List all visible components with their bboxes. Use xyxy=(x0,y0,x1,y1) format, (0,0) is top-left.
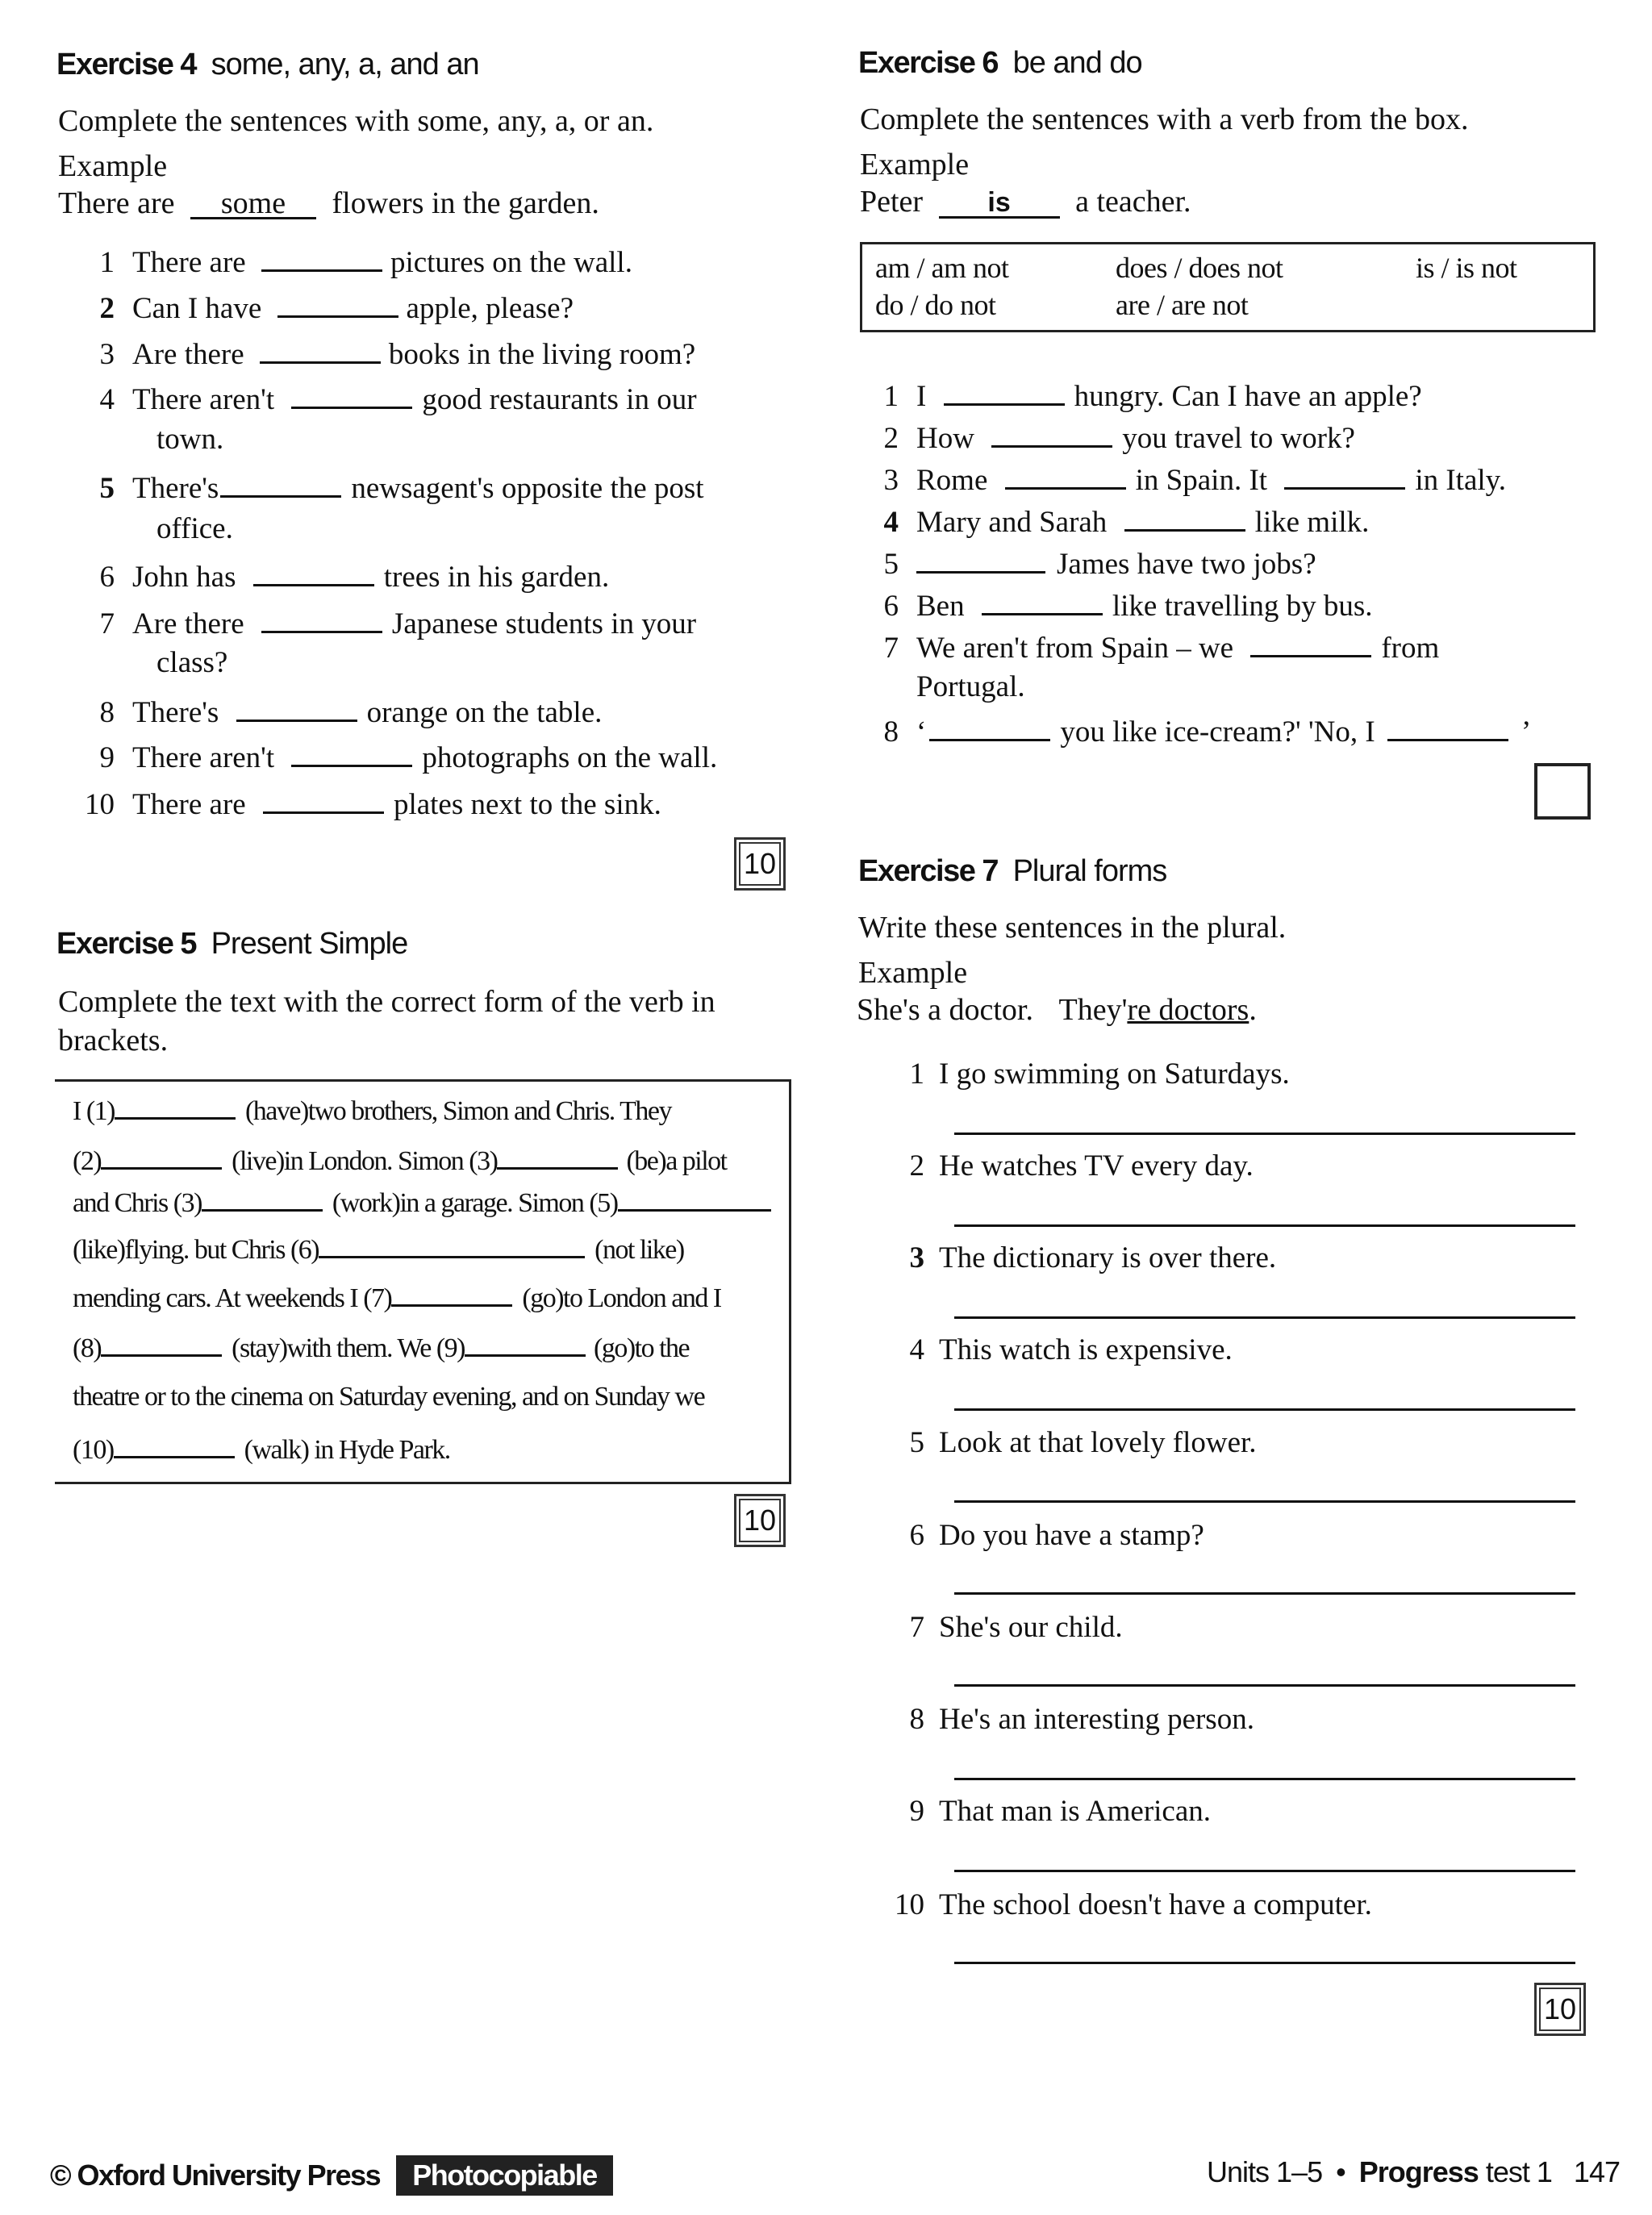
text-part: (8) xyxy=(73,1333,102,1363)
item-number: 4 xyxy=(883,506,899,539)
answer-blank[interactable] xyxy=(465,1332,586,1357)
ex4-title-sub: some, any, a, and an xyxy=(211,48,479,81)
answer-blank[interactable] xyxy=(261,603,382,633)
ex4-item-7 xyxy=(74,603,696,641)
ex5-title xyxy=(56,926,407,962)
item-pre: Mary and Sarah xyxy=(916,506,1108,539)
item-post: you like ice-cream?' 'No, I xyxy=(1060,715,1375,749)
ex7-answer-line-10[interactable] xyxy=(954,1962,1575,1964)
ex4-example-label: Example xyxy=(58,149,168,183)
item-pre: Are there xyxy=(132,338,244,371)
item-text: He watches TV every day. xyxy=(939,1149,1254,1183)
text-part: and Chris (3) xyxy=(73,1188,202,1218)
ex5-text-box xyxy=(55,1079,791,1484)
item-number: 3 xyxy=(909,1241,924,1274)
item-number: 6 xyxy=(909,1519,924,1552)
ex4-title-bold: Exercise 4 xyxy=(56,48,197,81)
ex7-answer-line-7[interactable] xyxy=(954,1684,1575,1687)
ex7-example-label: Example xyxy=(858,956,968,990)
answer-blank[interactable] xyxy=(618,1187,771,1212)
ex4-item-4 xyxy=(74,379,697,417)
ex7-answer-line-3[interactable] xyxy=(954,1316,1575,1319)
text-part: mending cars. At weekends I (7) xyxy=(73,1283,392,1313)
item-number: 10 xyxy=(895,1888,924,1921)
item-post: orange on the table. xyxy=(366,696,603,729)
answer-blank[interactable] xyxy=(982,586,1103,615)
ex7-answer-line-1[interactable] xyxy=(954,1133,1575,1135)
ex7-item-3 xyxy=(897,1241,1276,1275)
item-post: trees in his garden. xyxy=(383,561,610,594)
text-part: (be)a pilot xyxy=(626,1146,727,1176)
ex6-score-box xyxy=(1534,763,1591,820)
ex7-example-text: She's a doctor. xyxy=(857,993,1033,1027)
ex7-item-2 xyxy=(897,1149,1254,1183)
item-number: 3 xyxy=(883,464,899,497)
answer-blank[interactable] xyxy=(291,737,412,767)
footer-bullet: • xyxy=(1336,2155,1345,2188)
answer-underlined: re doctors xyxy=(1127,993,1249,1027)
answer-blank[interactable] xyxy=(101,1145,222,1170)
ex7-item-9 xyxy=(897,1794,1211,1829)
item-pre: How xyxy=(916,422,974,455)
ex4-item-7-cont: class? xyxy=(156,646,228,679)
ex7-title-sub: Plural forms xyxy=(1012,854,1167,888)
item-number: 10 xyxy=(85,788,115,821)
answer-pre: They' xyxy=(1058,993,1128,1027)
item-pre: Rome xyxy=(916,464,988,497)
ex5-text-line-2 xyxy=(73,1145,727,1177)
item-number: 5 xyxy=(883,548,899,581)
item-post: photographs on the wall. xyxy=(422,741,718,774)
item-number: 5 xyxy=(99,472,115,505)
item-number: 7 xyxy=(909,1611,924,1644)
text-part: (2) xyxy=(73,1146,102,1176)
item-text: Do you have a stamp? xyxy=(939,1519,1204,1552)
item-number: 1 xyxy=(99,246,115,279)
text-part: (not like) xyxy=(594,1235,684,1265)
answer-blank[interactable] xyxy=(1005,460,1126,490)
item-number: 8 xyxy=(883,715,899,749)
item-pre: There's xyxy=(132,696,219,729)
ex5-instruction: Complete the text with the correct form of the verb in brackets. xyxy=(58,985,715,1057)
item-pre: I xyxy=(916,380,927,413)
answer-blank[interactable] xyxy=(319,1233,585,1258)
ex6-item-2 xyxy=(858,418,1355,456)
footer-test-bold: Progress xyxy=(1358,2155,1479,2188)
ex6-example-answer: is xyxy=(939,189,1060,219)
ex4-example-pre: There are xyxy=(58,186,175,220)
item-number: 6 xyxy=(99,561,115,594)
item-number: 4 xyxy=(909,1333,924,1366)
item-number: 1 xyxy=(909,1057,924,1091)
item-number: 9 xyxy=(909,1795,924,1828)
item-text: That man is American. xyxy=(939,1795,1212,1828)
item-post: James have two jobs? xyxy=(1057,548,1316,581)
item-number: 5 xyxy=(909,1426,924,1459)
item-post: like travelling by bus. xyxy=(1112,590,1373,623)
ex6-item-5 xyxy=(858,544,1316,582)
ex7-item-1 xyxy=(897,1057,1290,1091)
item-number: 9 xyxy=(99,741,115,774)
text-part: (have)two brothers, Simon and Chris. They xyxy=(244,1096,672,1126)
answer-blank[interactable] xyxy=(202,1187,323,1212)
ex6-title xyxy=(858,45,1142,81)
ex7-instruction: Write these sentences in the plural. xyxy=(858,911,1287,945)
ex5-text-line-7 xyxy=(73,1382,704,1412)
ex4-example-sentence xyxy=(58,186,599,221)
item-text: She's our child. xyxy=(939,1611,1123,1644)
ex4-example-post: flowers in the garden. xyxy=(332,186,599,220)
publisher-name: © Oxford University Press xyxy=(50,2159,381,2192)
answer-blank[interactable] xyxy=(115,1095,236,1120)
ex6-item-8 xyxy=(858,711,1531,749)
ex7-example-answer xyxy=(1058,993,1256,1027)
ex7-item-4 xyxy=(897,1333,1233,1367)
item-pre: Are there xyxy=(132,607,244,640)
item-post: good restaurants in our xyxy=(422,383,697,416)
ex6-instruction: Complete the sentences with a verb from the box. xyxy=(860,102,1469,136)
ex4-item-3 xyxy=(74,334,695,372)
ex4-instruction: Complete the sentences with some, any, a, or an. xyxy=(58,104,654,138)
item-pre: Ben xyxy=(916,590,965,623)
item-text: Look at that lovely flower. xyxy=(939,1426,1257,1459)
item-number: 4 xyxy=(99,383,115,416)
item-number: 2 xyxy=(909,1149,924,1183)
item-text: The dictionary is over there. xyxy=(939,1241,1277,1274)
item-number: 1 xyxy=(883,380,899,413)
answer-blank[interactable] xyxy=(991,418,1112,448)
answer-blank[interactable] xyxy=(277,288,398,318)
ex7-answer-line-9[interactable] xyxy=(954,1870,1575,1872)
answer-blank[interactable] xyxy=(236,692,357,722)
item-pre: John has xyxy=(132,561,236,594)
item-post: plates next to the sink. xyxy=(393,788,661,821)
ex6-example-post: a teacher. xyxy=(1075,185,1191,219)
item-pre: There aren't xyxy=(132,383,275,416)
item-post: apple, please? xyxy=(406,292,574,325)
item-post: newsagent's opposite the post xyxy=(351,472,704,505)
text-part: (work)in a garage. Simon (5) xyxy=(332,1188,618,1218)
answer-blank[interactable] xyxy=(114,1433,235,1458)
item-pre: Can I have xyxy=(132,292,262,325)
item-post: like milk. xyxy=(1254,506,1370,539)
ex6-title-bold: Exercise 6 xyxy=(858,46,999,80)
ex7-title-bold: Exercise 7 xyxy=(858,854,999,888)
ex4-score-box: 10 xyxy=(734,837,786,891)
ex6-example-pre: Peter xyxy=(860,185,924,219)
text-part: (go)to the xyxy=(594,1333,690,1363)
verb-option: do / do not xyxy=(875,289,996,321)
item-number: 7 xyxy=(883,632,899,665)
ex5-text-line-1 xyxy=(73,1095,671,1127)
item-text: The school doesn't have a computer. xyxy=(939,1888,1372,1921)
answer-blank[interactable] xyxy=(260,334,381,364)
ex7-answer-line-2[interactable] xyxy=(954,1224,1575,1227)
item-text: This watch is expensive. xyxy=(939,1333,1233,1366)
ex5-text-line-5 xyxy=(73,1282,721,1314)
answer-blank[interactable] xyxy=(291,379,412,409)
answer-blank[interactable] xyxy=(916,544,1045,574)
ex6-item-7 xyxy=(858,628,1439,665)
text-part: (stay)with them. We (9) xyxy=(232,1333,465,1363)
item-post2: in Italy. xyxy=(1415,464,1506,497)
ex7-answer-line-4[interactable] xyxy=(954,1408,1575,1411)
text-part: (walk) in Hyde Park. xyxy=(244,1435,450,1465)
answer-blank[interactable] xyxy=(1250,628,1371,657)
ex4-title xyxy=(56,47,479,82)
answer-blank[interactable] xyxy=(929,711,1050,741)
item-post: from xyxy=(1381,632,1440,665)
item-post: hungry. Can I have an apple? xyxy=(1074,380,1422,413)
text-part: (like)flying. but Chris (6) xyxy=(73,1235,319,1265)
ex5-text-line-4 xyxy=(73,1233,684,1266)
text-part: (live)in London. Simon (3) xyxy=(232,1146,498,1176)
ex6-example-sentence xyxy=(860,184,1191,219)
ex7-item-6 xyxy=(897,1518,1204,1553)
ex7-answer-line-8[interactable] xyxy=(954,1778,1575,1780)
ex7-item-10 xyxy=(886,1888,1372,1922)
ex6-item-7-cont: Portugal. xyxy=(916,670,1025,703)
ex7-score-box: 10 xyxy=(1534,1983,1586,2036)
ex5-text-line-6 xyxy=(73,1332,689,1364)
item-text: He's an interesting person. xyxy=(939,1703,1254,1736)
item-number: 8 xyxy=(909,1703,924,1736)
ex7-example-sentence xyxy=(857,992,1257,1028)
ex4-item-8 xyxy=(74,692,602,730)
answer-blank[interactable] xyxy=(253,557,374,586)
ex6-title-sub: be and do xyxy=(1012,46,1142,80)
answer-post: . xyxy=(1249,993,1257,1027)
item-number: 8 xyxy=(99,696,115,729)
item-pre: There are xyxy=(132,788,246,821)
ex4-item-1 xyxy=(74,242,632,280)
ex6-item-4 xyxy=(858,502,1369,540)
ex6-item-6 xyxy=(858,586,1373,624)
ex4-item-10 xyxy=(74,784,661,822)
ex6-verb-box xyxy=(860,242,1596,332)
answer-blank[interactable] xyxy=(263,784,384,814)
answer-blank[interactable] xyxy=(1124,502,1245,532)
ex7-item-7 xyxy=(897,1610,1123,1645)
text-part: (10) xyxy=(73,1435,114,1465)
ex4-item-6 xyxy=(74,557,609,594)
ex6-item-3 xyxy=(858,460,1506,498)
item-pre: There aren't xyxy=(132,741,275,774)
answer-blank[interactable] xyxy=(497,1145,618,1170)
ex5-score-box: 10 xyxy=(734,1494,786,1547)
footer-units: Units 1–5 xyxy=(1207,2155,1323,2188)
footer-test-rest: test 1 xyxy=(1485,2155,1552,2188)
answer-blank[interactable] xyxy=(220,468,341,498)
item-post: you travel to work? xyxy=(1122,422,1355,455)
page-number: 147 xyxy=(1573,2155,1620,2188)
verb-option: am / am not xyxy=(875,252,1009,284)
answer-blank[interactable] xyxy=(944,376,1065,406)
photocopiable-badge: Photocopiable xyxy=(396,2155,613,2196)
ex4-item-5-cont: office. xyxy=(156,512,233,545)
answer-blank[interactable] xyxy=(391,1282,512,1307)
item-pre: ‘ xyxy=(916,715,927,749)
answer-blank[interactable] xyxy=(1387,711,1508,741)
ex7-item-8 xyxy=(897,1702,1254,1737)
ex4-example-answer: some xyxy=(190,190,316,219)
item-pre: There are xyxy=(132,246,246,279)
ex4-item-9 xyxy=(74,737,717,775)
ex4-item-5 xyxy=(74,468,704,506)
item-post2: ’ xyxy=(1521,715,1532,749)
item-number: 6 xyxy=(883,590,899,623)
item-number: 3 xyxy=(99,338,115,371)
text-part: theatre or to the cinema on Saturday evening, and on Sunday we xyxy=(73,1382,705,1412)
text-part: (go)to London and I xyxy=(522,1283,721,1313)
answer-blank[interactable] xyxy=(1284,460,1405,490)
footer-page-reference xyxy=(1207,2155,1620,2189)
ex6-example-label: Example xyxy=(860,148,970,181)
text-part: I (1) xyxy=(73,1096,115,1126)
item-post: in Spain. It xyxy=(1135,464,1268,497)
item-post: books in the living room? xyxy=(388,338,696,371)
ex6-item-1 xyxy=(858,376,1422,414)
ex5-title-sub: Present Simple xyxy=(211,927,408,961)
verb-option: does / does not xyxy=(1116,252,1283,284)
ex7-title xyxy=(858,853,1166,889)
item-text: I go swimming on Saturdays. xyxy=(939,1057,1290,1091)
item-number: 7 xyxy=(99,607,115,640)
ex7-answer-line-5[interactable] xyxy=(954,1500,1575,1503)
verb-option: is / is not xyxy=(1416,252,1517,284)
answer-blank[interactable] xyxy=(101,1332,222,1357)
verb-option: are / are not xyxy=(1116,289,1249,321)
item-post: pictures on the wall. xyxy=(390,246,632,279)
item-pre: There's xyxy=(132,472,219,505)
ex5-text-line-3 xyxy=(73,1187,771,1219)
item-pre: We aren't from Spain – we xyxy=(916,632,1234,665)
ex4-item-4-cont: town. xyxy=(156,423,224,456)
item-number: 2 xyxy=(883,422,899,455)
ex5-text-line-8 xyxy=(73,1433,450,1466)
ex7-answer-line-6[interactable] xyxy=(954,1592,1575,1595)
footer-publisher xyxy=(50,2155,613,2196)
answer-blank[interactable] xyxy=(261,242,382,272)
item-number: 2 xyxy=(99,292,115,325)
item-post: Japanese students in your xyxy=(391,607,697,640)
ex5-title-bold: Exercise 5 xyxy=(56,927,197,961)
ex7-item-5 xyxy=(897,1425,1257,1460)
ex4-item-2 xyxy=(74,288,574,326)
